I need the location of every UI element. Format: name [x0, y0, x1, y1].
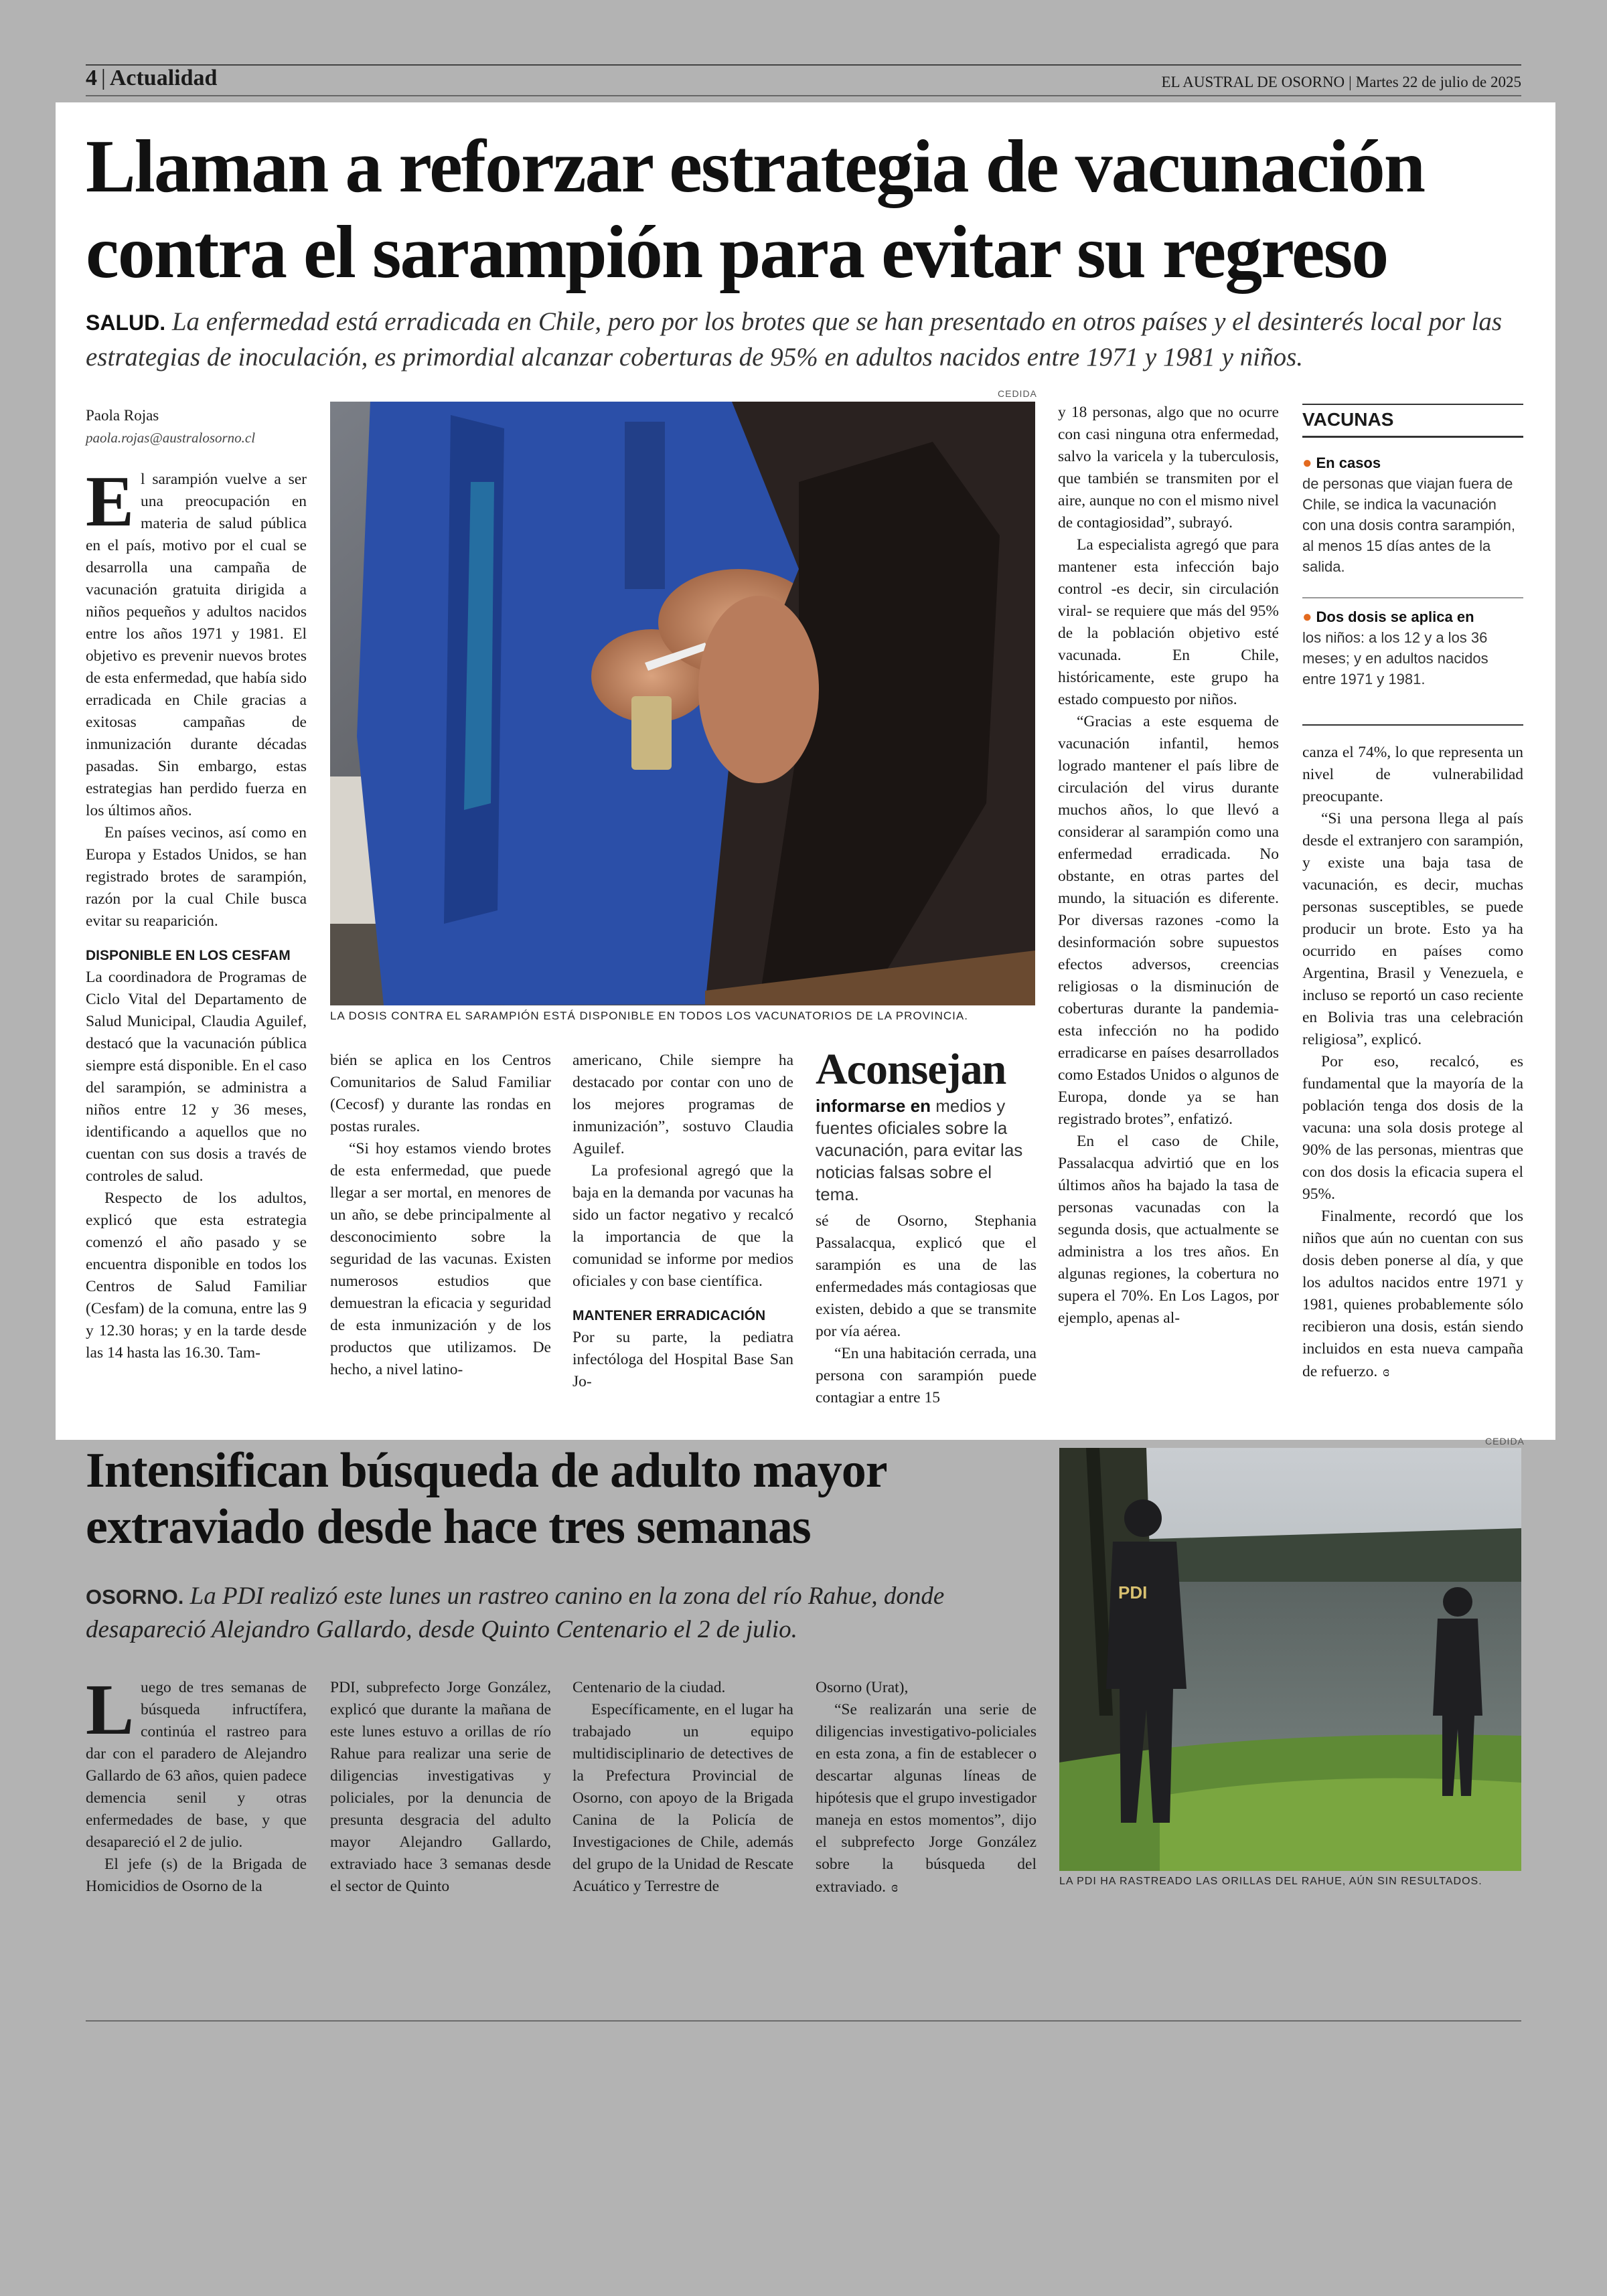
end-mark-icon: ɞ: [891, 1878, 898, 1895]
main-col-5: [1058, 402, 1279, 1329]
sidebar-bottom-rule: [1302, 724, 1523, 726]
main-paragraph: y 18 personas, algo que no ocurre con casi ninguna otra enfermedad, salvo la varicela y la tuberculosis, que también se transmiten por el aire, aunque no con el mismo nivel de contagiosidad”, subrayó.: [1058, 404, 1279, 531]
main-paragraph: “En una habitación cerrada, una persona con sarampión puede contagiar a entre 15: [816, 1345, 1037, 1406]
second-col-2: [330, 1677, 551, 1898]
pull-quote-title: Aconsejan: [816, 1045, 1006, 1094]
pdi-badge-text: PDI: [1118, 1582, 1148, 1603]
page-folio: 4 | Actualidad: [86, 66, 218, 90]
second-deck: OSORNO. La PDI realizó este lunes un rastreo canino en la zona del río Rahue, donde desapareció Alejandro Gallardo, desde Quinto Centenario el 2 de julio.: [86, 1582, 945, 1643]
main-col-2: [330, 1050, 551, 1381]
issue-date: Martes 22 de julio de 2025: [1355, 74, 1521, 90]
pdi-search-photo: [1059, 1448, 1521, 1871]
main-deck: [86, 305, 1519, 375]
main-paragraph: “Si una persona llega al país desde el extranjero con sarampión, y existe una baja tasa de vacunación, es decir, muchas personas susceptibles, se puede producir un brote. Esto ya ha ocurrido en países como Argentina, Brasil y Venezuela, e incluso se reportó un caso reciente en Bolivia tras una celebración religiosa”, explicó.: [1302, 810, 1523, 1048]
second-headline: Intensifican búsqueda de adulto mayor extraviado desde hace tres semanas: [86, 1443, 887, 1554]
end-mark-icon: ɞ: [1383, 1363, 1389, 1380]
subhead-erradicacion: MANTENER ERRADICACIÓN: [572, 1308, 766, 1323]
newspaper-name: EL AUSTRAL DE OSORNO: [1161, 74, 1345, 90]
main-paragraph: La profesional agregó que la baja en la demanda por vacunas ha sido un factor negativo y recalcó la importancia de que la comunidad se informe por medios oficiales y con base científica.: [572, 1162, 793, 1290]
section-name: Actualidad: [109, 66, 218, 90]
main-paragraph: canza el 74%, lo que representa un nivel de vulnerabilidad preocupante.: [1302, 744, 1523, 805]
main-paragraph: La coordinadora de Programas de Ciclo Vital del Departamento de Salud Municipal, Claudia Aguilef, destacó que la vacunación pública siempre está disponible. En el caso del sarampión, se administra a niños entre 12 y 36 meses, identificando a aquellos que no cuentan con sus dosis a través de controles de salud.: [86, 969, 307, 1185]
second-kicker: OSORNO.: [86, 1585, 184, 1609]
photo-credit: CEDIDA: [998, 388, 1037, 399]
main-paragraph: El sarampión vuelve a ser una preocupación en materia de salud pública en el país, motivo por el cual se desarrolla una campaña de vacunación gratuita dirigida a niños pequeños y adultos nacidos entre los años 1971 y 1981. El objetivo es prevenir nuevos brotes de esta enfermedad, que había sido erradicada en Chile gracias a exitosas campañas de inmunización durante décadas pasadas. Sin embargo, estas estrategias han perdido fuerza en los últimos años.: [86, 462, 307, 819]
page-bottom-rule: [86, 2020, 1521, 2022]
photo-caption-2: LA PDI HA RASTREADO LAS ORILLAS DEL RAHUE, AÚN SIN RESULTADOS.: [1059, 1876, 1482, 1887]
second-col-1: [86, 1670, 307, 1898]
second-paragraph: PDI, subprefecto Jorge González, explicó que durante la mañana de este lunes estuvo a orillas de río Rahue para realizar una serie de diligencias investigativas y policiales, por la denuncia de presunta desgracia del adulto mayor Alejandro Gallardo, extraviado hace 3 semanas desde el sector de Quinto: [330, 1679, 551, 1895]
byline-email: paola.rojas@australosorno.cl: [86, 430, 256, 446]
subhead-cesfam: DISPONIBLE EN LOS CESFAM: [86, 948, 291, 963]
vaccination-photo-image: [330, 402, 1035, 1005]
main-paragraph: sé de Osorno, Stephania Passalacqua, explicó que el sarampión es una de las enfermedades más contagiosas que existen, debido a que se transmite por vía aérea.: [816, 1212, 1037, 1340]
main-col-4: [816, 1210, 1037, 1409]
vaccination-photo: [330, 402, 1035, 1005]
byline-author: Paola Rojas: [86, 407, 159, 424]
main-paragraph: bién se aplica en los Centros Comunitarios de Salud Familiar (Cecosf) y durante las rondas en postas rurales.: [330, 1052, 551, 1135]
sidebar-item-travel: ● En casos de personas que viajan fuera de Chile, se indica la vacunación con una dosis contra sarampión, al menos 15 días antes de la salida.: [1302, 454, 1515, 575]
second-paragraph: El jefe (s) de la Brigada de Homicidios de Osorno de la: [86, 1856, 307, 1895]
main-paragraph: Por su parte, la pediatra infectóloga del Hospital Base San Jo-: [572, 1329, 793, 1390]
bullet-icon: ●: [1302, 454, 1312, 472]
second-paragraph: Específicamente, en el lugar ha trabajado un equipo multidisciplinario de detectives de la Prefectura Provincial de Osorno, con apoyo de la Brigada Canina de la Policía de Investigaciones de Chile, además del grupo de la Unidad de Rescate Acuático y Terrestre de: [572, 1701, 793, 1895]
main-paragraph: La especialista agregó que para mantener esta infección bajo control -es decir, sin circulación viral- se requiere que más del 95% de la población objetivo esté vacunada. En Chile, históricamente, este grupo ha estado compuesto por niños.: [1058, 536, 1279, 708]
bullet-icon: ●: [1302, 608, 1312, 626]
main-col-1: [86, 462, 307, 1364]
main-paragraph: En países vecinos, así como en Europa y Estados Unidos, se han registrado brotes de sarampión, razón por la cual Chile busca evitar su reaparición.: [86, 824, 307, 930]
sidebar-divider: [1302, 597, 1523, 598]
main-paragraph: En el caso de Chile, Passalacqua advirtió que en los últimos años ha bajado la tasa de personas vacunadas con la segunda dosis, que actualmente se administra a los tres años. En algunas regiones, la cobertura no supera el 70%. En Los Lagos, por ejemplo, apenas al-: [1058, 1133, 1279, 1327]
pdi-search-photo-image: [1059, 1448, 1521, 1871]
masthead: EL AUSTRAL DE OSORNO | Martes 22 de julio de 2025: [1161, 74, 1521, 90]
header-bottom-rule: [86, 95, 1521, 96]
sidebar-item-doses: ● Dos dosis se aplica en los niños: a los 12 y a los 36 meses; y en adultos nacidos entre 1971 y 1981.: [1302, 608, 1488, 687]
second-col-3: [572, 1677, 793, 1898]
photo-credit-2: CEDIDA: [1485, 1436, 1525, 1447]
second-paragraph: “Se realizarán una serie de diligencias investigativo-policiales en esta zona, a fin de establecer o descartar algunas líneas de hipótesis que el grupo investigador maneja en estos momentos”, dijo el subprefecto Jorge González sobre la búsqueda del extraviado. ɞ: [816, 1701, 1037, 1896]
main-paragraph: americano, Chile siempre ha destacado por contar con uno de los mejores programas de inmunización”, sostuvo Claudia Aguilef.: [572, 1052, 793, 1157]
main-col-3: [572, 1050, 793, 1393]
second-paragraph: Osorno (Urat),: [816, 1679, 909, 1696]
drop-cap: L: [86, 1670, 135, 1750]
main-paragraph: “Gracias a este esquema de vacunación infantil, hemos logrado mantener el país libre de circulación del virus durante muchos años, lo que llevó a considerar al sarampión como una enfermedad erradicada. No obstante, en otras partes del mundo, la situación es diferente. Por diversas razones -como la desinformación sobre supuestos efectos adversos, creencias religiosas o la disminución de coberturas durante la pandemia- esta infección no ha podido erradicarse en países desarrollados como Estados Unidos o algunos de Europa, donde ya se han registrado brotes”, enfatizó.: [1058, 713, 1279, 1128]
main-paragraph: Respecto de los adultos, explicó que esta estrategia comenzó el año pasado y se encuentra disponible en todos los Centros de Salud Familiar (Cesfam) de la comuna, entre las 9 y 12.30 horas; y en la tarde desde las 14 hasta las 16.30. Tam-: [86, 1190, 307, 1362]
main-paragraph: Finalmente, recordó que los niños que aún no cuentan con sus dosis deben ponerse al día, y que los adultos nacidos entre 1971 y 1981, quienes probablemente sólo recibieron una dosis, están siendo incluidos en esta nueva campaña de refuerzo. ɞ: [1302, 1208, 1523, 1380]
main-col-6: [1302, 742, 1523, 1383]
second-paragraph: Luego de tres semanas de búsqueda infructífera, continúa el rastreo para dar con el paradero de Alejandro Gallardo de 63 años, quien padece demencia senil y otras enfermedades de base, y que desapareció el 2 de julio.: [86, 1670, 307, 1851]
drop-cap: E: [86, 462, 135, 542]
page-number: 4: [86, 66, 97, 90]
second-col-4: [816, 1677, 1037, 1898]
main-paragraph: “Si hoy estamos viendo brotes de esta enfermedad, que puede llegar a ser mortal, en menores de un año, se debe principalmente al desconocimiento sobre la seguridad de las vacunas. Existen numerosos estudios que demuestran la eficacia y seguridad de esta inmunización y de los productos que utilizamos. De hecho, a nivel latino-: [330, 1140, 551, 1378]
main-kicker: SALUD.: [86, 311, 166, 335]
main-paragraph: Por eso, recalcó, es fundamental que la mayoría de la población tenga dos dosis de la vacuna: una sola dosis protege al 90% de las personas, mientras que con dos dosis la eficacia supera el 95%.: [1302, 1053, 1523, 1203]
pull-quote-text: informarse en medios y fuentes oficiales sobre la vacunación, para evitar las noticias falsas sobre el tema.: [816, 1096, 1023, 1204]
sidebar-title: VACUNAS: [1302, 404, 1523, 438]
second-paragraph: Centenario de la ciudad.: [572, 1679, 726, 1696]
photo-caption: LA DOSIS CONTRA EL SARAMPIÓN ESTÁ DISPONIBLE EN TODOS LOS VACUNATORIOS DE LA PROVINCIA.: [330, 1009, 968, 1022]
main-headline: Llaman a reforzar estrategia de vacunación contra el sarampión para evitar su regreso: [86, 125, 1425, 294]
header-top-rule: [86, 64, 1521, 66]
main-deck-text: La enfermedad está erradicada en Chile, pero por los brotes que se han presentado en otros países y el desinterés local por las estrategias de inoculación, es primordial alcanzar coberturas de 95% en adultos nacidos entre 1971 y 1981 y niños.: [86, 307, 1503, 372]
